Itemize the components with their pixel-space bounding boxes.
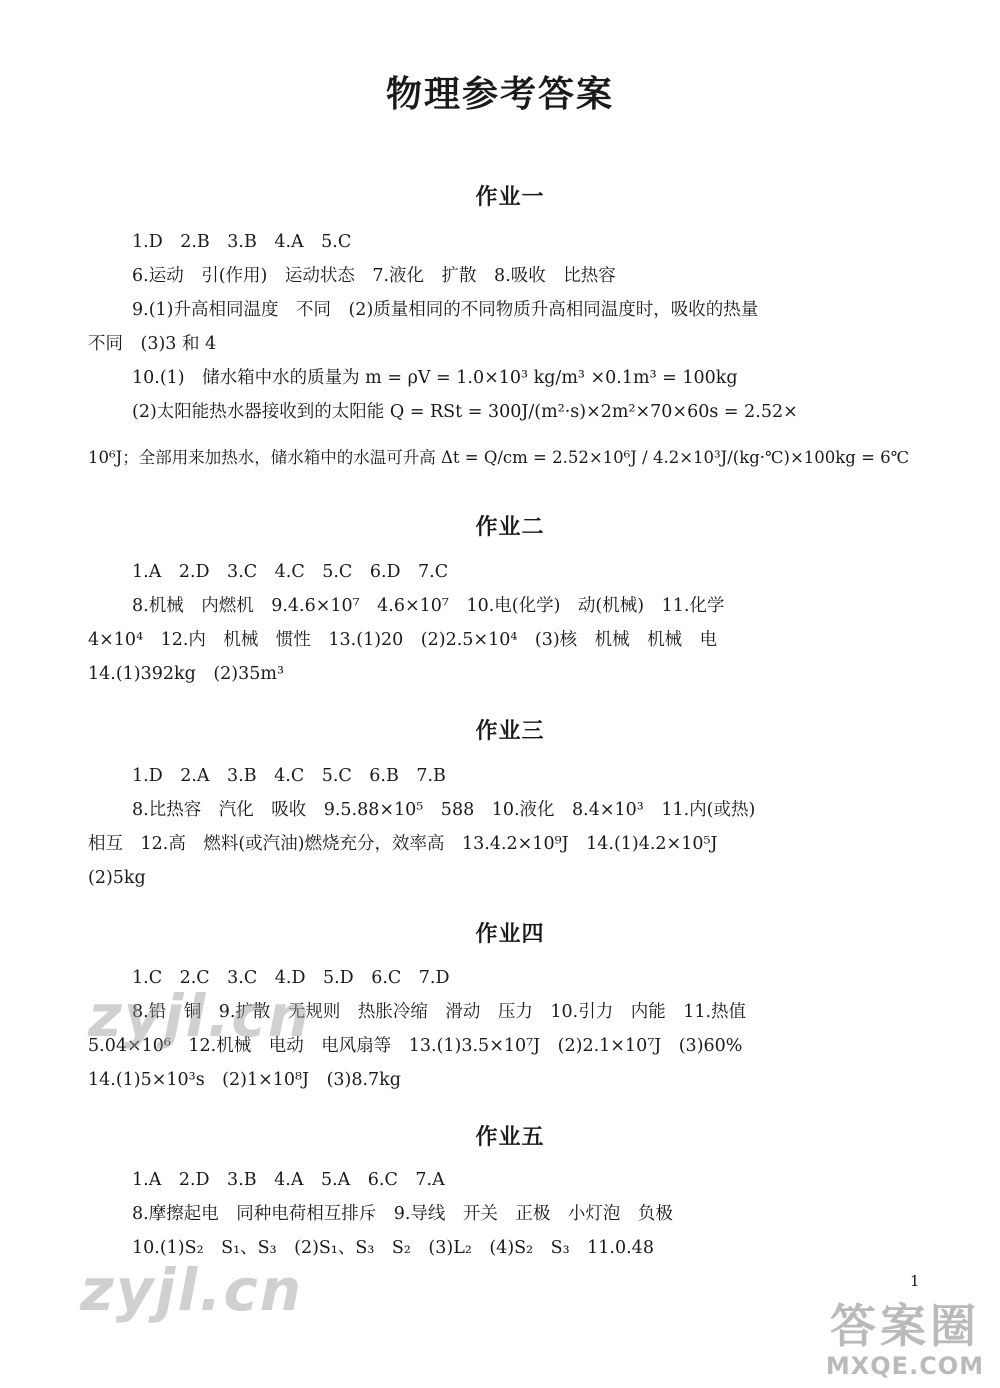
watermark: zyjl.cn <box>88 982 312 1050</box>
site-logo <box>820 1290 990 1380</box>
section-heading-2: 作业二 <box>475 515 545 540</box>
page-number: 1 <box>910 1272 920 1290</box>
answer-line: 14.(1)392kg (2)35m³ <box>88 664 284 684</box>
answer-line: 10.(1)S₂ S₁、S₃ (2)S₁、S₃ S₂ (3)L₂ (4)S₂ S₃ 11.0.48 <box>132 1238 654 1258</box>
watermark: zyjl.cn <box>80 1256 304 1324</box>
section-heading-1: 作业一 <box>475 185 545 210</box>
answer-line: 1.A 2.D 3.C 4.C 5.C 6.D 7.C <box>132 562 449 582</box>
section-heading-5: 作业五 <box>475 1125 545 1150</box>
answer-line: 4×10⁴ 12.内 机械 惯性 13.(1)20 (2)2.5×10⁴ (3)核 机械 机械 电 <box>88 630 718 650</box>
answer-line: 不同 (3)3 和 4 <box>88 334 217 354</box>
answer-line: (2)5kg <box>88 868 146 888</box>
answer-line: 9.(1)升高相同温度 不同 (2)质量相同的不同物质升高相同温度时，吸收的热量 <box>132 300 759 320</box>
answer-line: 8.铅 铜 9.扩散 无规则 热胀冷缩 滑动 压力 10.引力 内能 11.热值 <box>132 1002 747 1022</box>
answer-line: 1.A 2.D 3.B 4.A 5.A 6.C 7.A <box>132 1170 445 1190</box>
answer-line: 相互 12.高 燃料(或汽油)燃烧充分，效率高 13.4.2×10⁹J 14.(1)4.2×10⁵J <box>88 834 718 854</box>
section-heading-3: 作业三 <box>475 719 545 744</box>
answer-line: (2)太阳能热水器接收到的太阳能 Q = RSt = 300J/(m²·s)×2m²×70×60s = 2.52× <box>132 402 798 422</box>
answer-line: 1.D 2.A 3.B 4.C 5.C 6.B 7.B <box>132 766 446 786</box>
answer-line: 1.D 2.B 3.B 4.A 5.C <box>132 232 352 252</box>
answer-line: 8.机械 内燃机 9.4.6×10⁷ 4.6×10⁷ 10.电(化学) 动(机械) 11.化学 <box>132 596 725 616</box>
logo-text: 答案圈 <box>830 1299 980 1353</box>
logo-domain: MXQE.COM <box>825 1352 985 1380</box>
answer-line: 10⁶J；全部用来加热水，储水箱中的水温可升高 Δt = Q/cm = 2.52×10⁶J / 4.2×10³J/(kg·℃)×100kg = 6℃ <box>88 448 910 467</box>
answer-line: 10.(1) 储水箱中水的质量为 m = ρV = 1.0×10³ kg/m³ ×0.1m³ = 100kg <box>132 368 738 388</box>
answer-line: 5.04×10⁶ 12.机械 电动 电风扇等 13.(1)3.5×10⁷J (2)2.1×10⁷J (3)60% <box>88 1036 743 1056</box>
page-title: 物理参考答案 <box>385 74 614 115</box>
answer-line: 8.比热容 汽化 吸收 9.5.88×10⁵ 588 10.液化 8.4×10³ 11.内(或热) <box>132 800 756 820</box>
answer-line: 1.C 2.C 3.C 4.D 5.D 6.C 7.D <box>132 968 450 988</box>
answer-line: 6.运动 引(作用) 运动状态 7.液化 扩散 8.吸收 比热容 <box>132 266 616 286</box>
section-heading-4: 作业四 <box>475 922 545 947</box>
answer-line: 8.摩擦起电 同种电荷相互排斥 9.导线 开关 正极 小灯泡 负极 <box>132 1204 673 1224</box>
answer-line: 14.(1)5×10³s (2)1×10⁸J (3)8.7kg <box>88 1070 401 1090</box>
